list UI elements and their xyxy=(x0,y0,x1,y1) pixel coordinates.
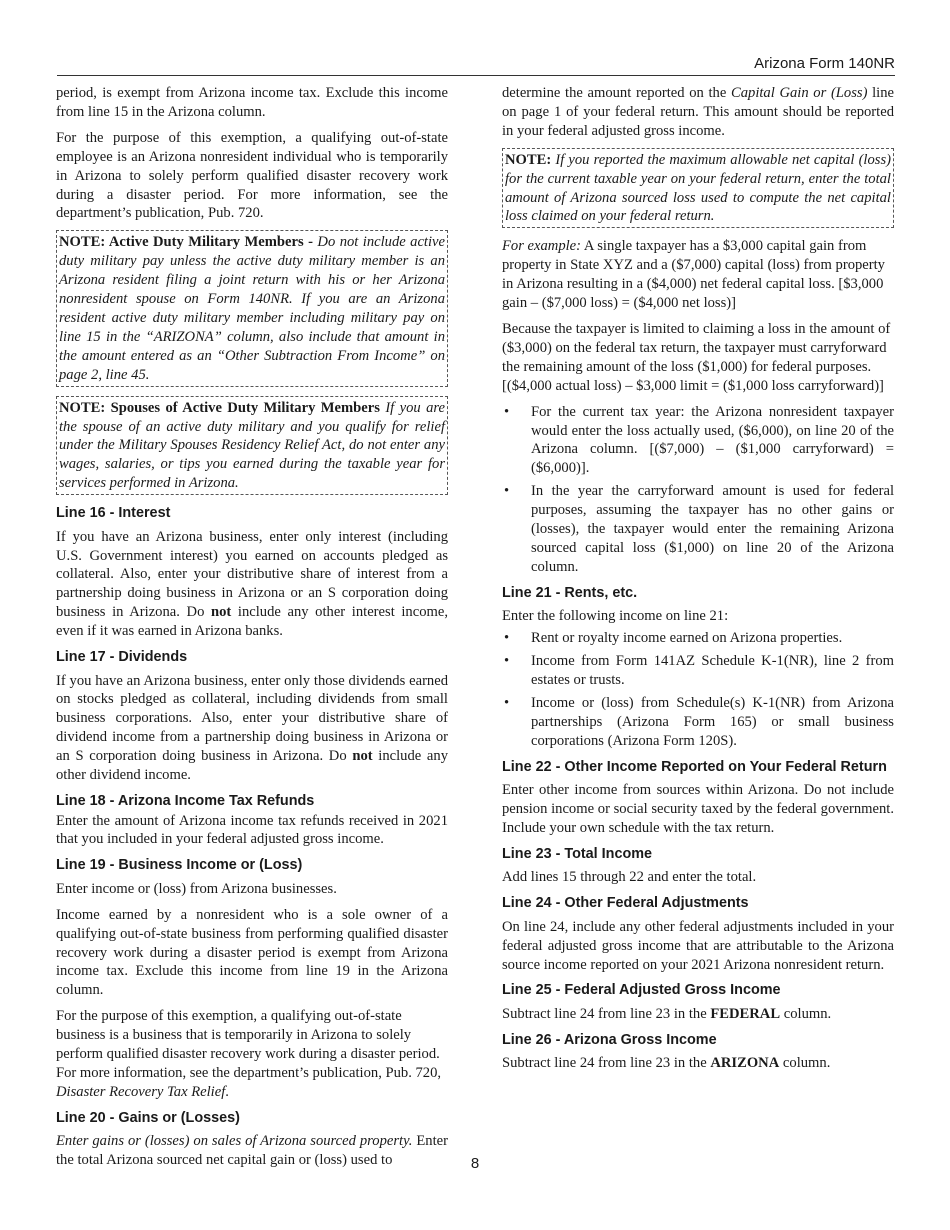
header-divider xyxy=(57,75,895,76)
heading-line-26: Line 26 - Arizona Gross Income xyxy=(502,1031,717,1048)
list-item: • In the year the carryforward amount is used for federal purposes, assuming the taxpayer has no other gains or (losses), the taxpayer would enter the remaining Arizona sourced capital loss ($1,000) on line 20 of the Arizona column. xyxy=(502,482,894,577)
note-text: If you are the spouse of an active duty military and you qualify for relief under the Military Spouses Residency Relief Act, do not enter any wages, salaries, or tips you earned during the taxable year for services performed in Arizona. xyxy=(59,399,445,492)
paragraph: Add lines 15 through 22 and enter the total. xyxy=(502,869,757,886)
bulleted-list xyxy=(502,629,894,750)
heading-line-21: Line 21 - Rents, etc. xyxy=(502,584,638,601)
heading-line-18: Line 18 - Arizona Income Tax Refunds xyxy=(56,793,315,809)
paragraph: period, is exempt from Arizona income tax. Exclude this income from line 15 in the Arizona column. xyxy=(56,85,448,120)
paragraph: For example: A single taxpayer has a $3,000 capital gain from property in State XYZ and a ($7,000) capital (loss) from property in Arizona resulting in a ($4,000) net federal capital loss. [$3,000 gain – ($7,000 loss) = ($4,000 net loss)] xyxy=(502,238,885,312)
paragraph: determine the amount reported on the Capital Gain or (Loss) line on page 1 of your federal return. This amount should be reported in your federal adjusted gross income. xyxy=(502,85,895,139)
paragraph: Enter income or (loss) from Arizona businesses. xyxy=(56,880,337,897)
heading-line-24: Line 24 - Other Federal Adjustments xyxy=(502,895,749,912)
paragraph: Income earned by a nonresident who is a sole owner of a qualifying out-of-state business from performing qualified disaster recovery work during a disaster period is exempt from Arizona income tax. Exclude this income from line 19 in the Arizona column. xyxy=(56,906,448,999)
heading-line-17: Line 17 - Dividends xyxy=(56,649,188,666)
paragraph: Enter the amount of Arizona income tax refunds received in 2021 that you included in your federal adjusted gross income. xyxy=(56,812,448,848)
paragraph: Enter gains or (losses) on sales of Arizona sourced property. Enter the total Arizona sourced net capital gain or (loss) used to xyxy=(56,1133,448,1169)
heading-line-19: Line 19 - Business Income or (Loss) xyxy=(56,857,303,874)
left-column xyxy=(56,84,448,1177)
heading-line-22: Line 22 - Other Income Reported on Your Federal Return xyxy=(502,758,887,775)
heading-line-16: Line 16 - Interest xyxy=(56,505,171,522)
right-column xyxy=(502,84,894,1080)
note-label: NOTE: Active Duty Military Members - xyxy=(59,234,313,251)
heading-line-20: Line 20 - Gains or (Losses) xyxy=(56,1109,240,1126)
paragraph: Enter other income from sources within Arizona. Do not include pension income or social security taxed by the federal government. Include your own schedule with the tax return. xyxy=(502,782,894,836)
page-number: 8 xyxy=(470,1155,480,1172)
list-item: • Rent or royalty income earned on Arizona properties. xyxy=(502,629,894,648)
paragraph: For the purpose of this exemption, a qualifying out-of-state employee is an Arizona nonresident individual who is temporarily in Arizona to solely perform qualified disaster recovery work during a disaster period. For more information, see the department’s publication, Pub. 720. xyxy=(56,129,448,222)
note-military-spouses xyxy=(56,396,448,496)
paragraph: Because the taxpayer is limited to claiming a loss in the amount of ($3,000) on the federal tax return, the taxpayer must carryforward the remaining amount of the loss ($1,000) for federal purposes. [($4,000 actual loss) – $3,000 limit = ($1,000 loss carryforward)] xyxy=(502,320,891,394)
note-label: NOTE: Spouses of Active Duty Military Members xyxy=(59,399,380,416)
note-text: If you reported the maximum allowable net capital (loss) for the current taxable year on your federal return, enter the total amount of Arizona sourced loss used to compute the net capital loss claimed on your federal return. xyxy=(505,151,891,225)
list-item: • Income from Form 141AZ Schedule K-1(NR), line 2 from estates or trusts. xyxy=(502,652,894,690)
list-item: • Income or (loss) from Schedule(s) K-1(NR) from Arizona partnerships (Arizona Form 165) or small business corporations (Arizona Form 120S). xyxy=(502,694,894,751)
heading-line-25: Line 25 - Federal Adjusted Gross Income xyxy=(502,982,781,999)
paragraph: If you have an Arizona business, enter only interest (including U.S. Government interest) you earned on accounts pledged as collateral. Also, enter your distributive share of interest from a partnership doing business in Arizona or an S corporation doing business in Arizona. Do not include any other interest income, even if it was earned in Arizona banks. xyxy=(56,528,448,640)
list-item: • For the current tax year: the Arizona nonresident taxpayer would enter the loss actually used, ($6,000), on line 20 of the Arizona column. [($7,000) – ($1,000 carryforward) = ($6,000)]. xyxy=(502,403,894,479)
bulleted-list xyxy=(502,403,894,577)
paragraph: If you have an Arizona business, enter only those dividends earned on stocks pledged as collateral, including dividends from small business corporations. Also, enter your distributive share of dividend income from a partnership doing business in Arizona or an S corporation doing business in Arizona. Do not include any other dividend income. xyxy=(56,672,448,784)
paragraph: For the purpose of this exemption, a qualifying out-of-state business is a business that is temporarily in Arizona to solely perform qualified disaster recovery work during a disaster period. For more information, see the department’s publication, Pub. 720, Disaster Recovery Tax Relief. xyxy=(56,1008,442,1100)
paragraph: On line 24, include any other federal adjustments included in your federal adjusted gross income that are attributable to the Arizona source income reported on your 2021 Arizona nonresident return. xyxy=(502,918,894,973)
paragraph: Enter the following income on line 21: xyxy=(502,608,729,625)
form-title: Arizona Form 140NR xyxy=(754,55,895,72)
note-active-duty-military xyxy=(56,230,448,386)
note-net-capital-loss xyxy=(502,148,894,229)
note-text: Do not include active duty military pay unless the active duty military member is an Arizona resident filing a joint return with his or her Arizona nonresident spouse on Form 140NR. If you are an Arizona resident active duty military member including military pay on line 15 in the “ARIZONA” column, also include that amount in the amount entered as an “Other Subtraction From Income” on page 2, line 45. xyxy=(59,234,445,383)
note-label: NOTE: xyxy=(505,151,552,168)
paragraph: Subtract line 24 from line 23 in the ARIZONA column. xyxy=(502,1055,831,1072)
paragraph: Subtract line 24 from line 23 in the FEDERAL column. xyxy=(502,1005,832,1022)
heading-line-23: Line 23 - Total Income xyxy=(502,845,653,862)
